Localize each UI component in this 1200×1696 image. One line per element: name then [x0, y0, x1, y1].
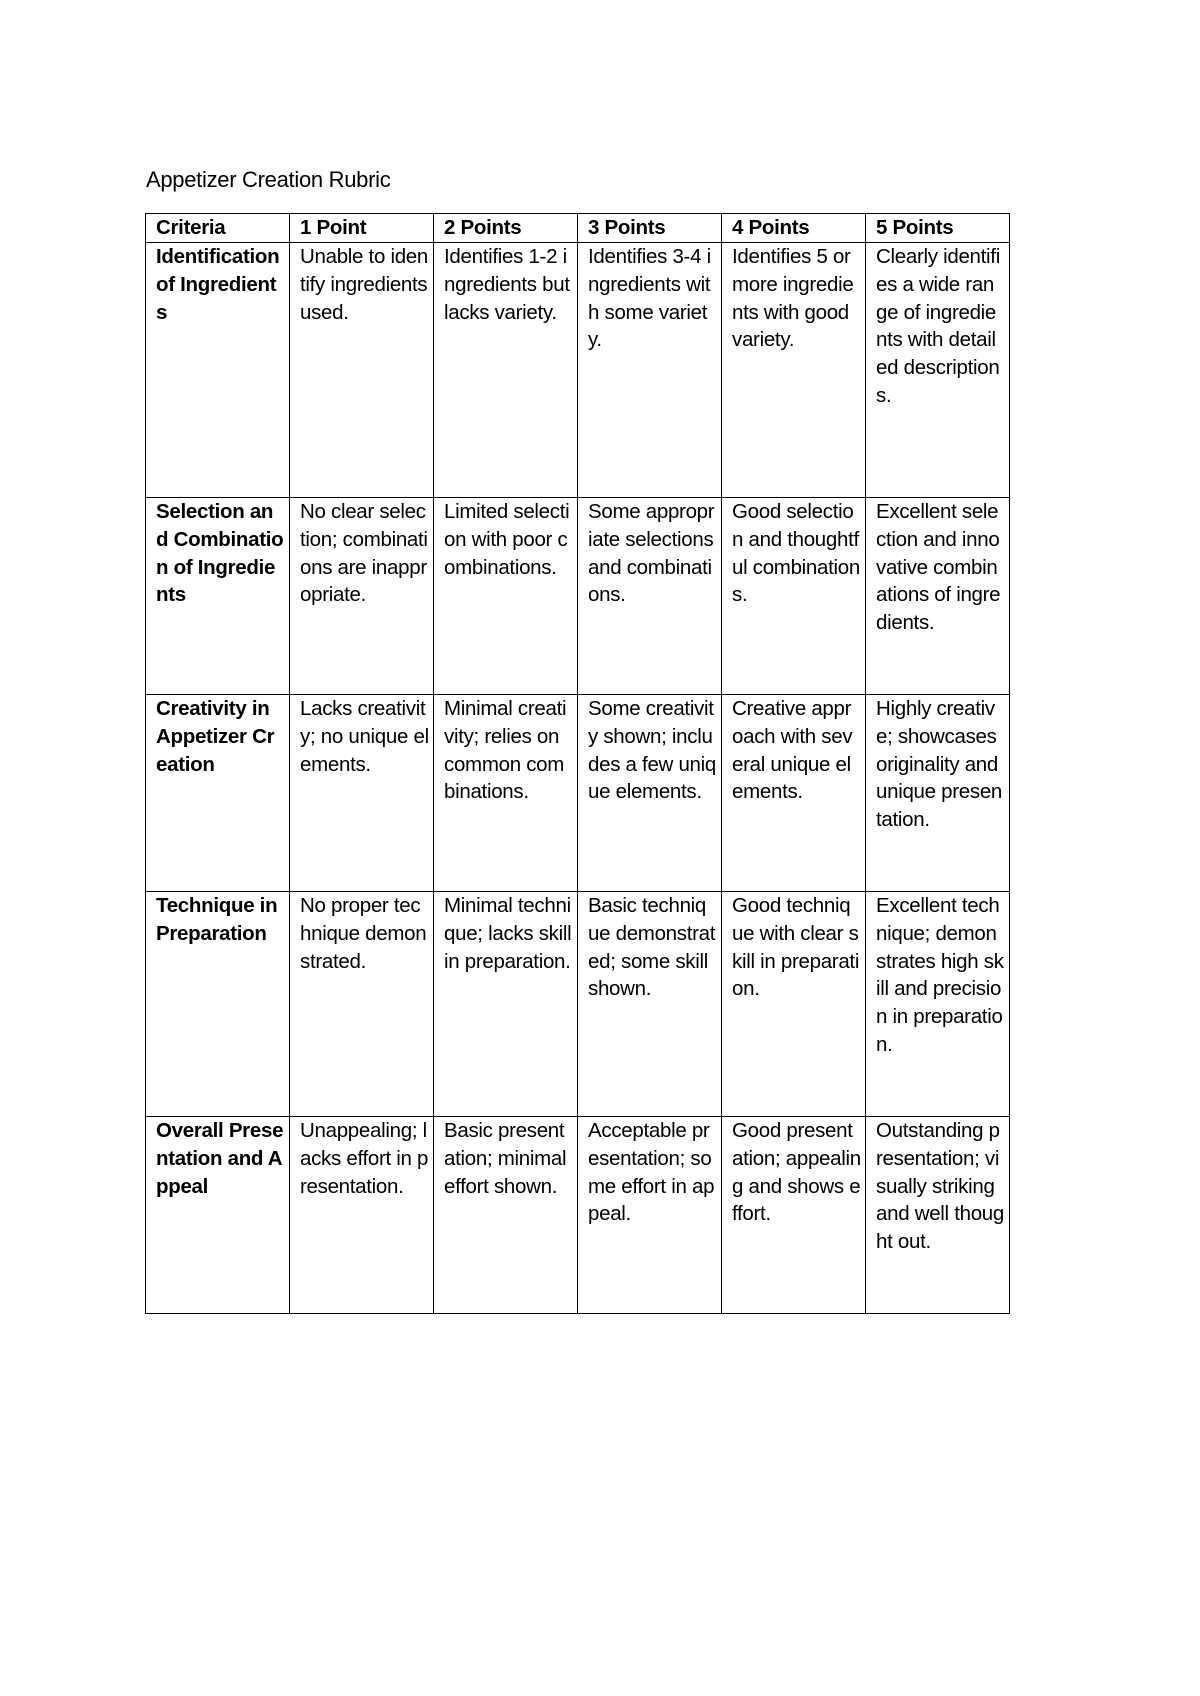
- header-criteria: Criteria: [146, 214, 290, 243]
- score-cell: Clearly identifies a wide range of ingredients with detailed descriptions.: [866, 243, 1010, 498]
- score-cell: Lacks creativity; no unique elements.: [290, 695, 434, 892]
- score-cell: Excellent technique; demonstrates high skill and precision in preparation.: [866, 892, 1010, 1117]
- header-4-points: 4 Points: [722, 214, 866, 243]
- score-cell: Good selection and thoughtful combinations.: [722, 498, 866, 695]
- score-cell: Minimal technique; lacks skill in preparation.: [434, 892, 578, 1117]
- score-cell: Some appropriate selections and combinations.: [578, 498, 722, 695]
- score-cell: Highly creative; showcases originality and unique presentation.: [866, 695, 1010, 892]
- score-cell: Identifies 5 or more ingredients with good variety.: [722, 243, 866, 498]
- criteria-cell: Overall Presentation and Appeal: [146, 1117, 290, 1314]
- table-row: [146, 1117, 1010, 1314]
- score-cell: Basic presentation; minimal effort shown.: [434, 1117, 578, 1314]
- table-row: [146, 243, 1010, 498]
- score-cell: Limited selection with poor combinations.: [434, 498, 578, 695]
- score-cell: Good technique with clear skill in preparation.: [722, 892, 866, 1117]
- table-row: [146, 498, 1010, 695]
- score-cell: Excellent selection and innovative combinations of ingredients.: [866, 498, 1010, 695]
- score-cell: Unable to identify ingredients used.: [290, 243, 434, 498]
- score-cell: Creative approach with several unique elements.: [722, 695, 866, 892]
- criteria-cell: Technique in Preparation: [146, 892, 290, 1117]
- header-1-point: 1 Point: [290, 214, 434, 243]
- score-cell: Good presentation; appealing and shows effort.: [722, 1117, 866, 1314]
- score-cell: Acceptable presentation; some effort in appeal.: [578, 1117, 722, 1314]
- score-cell: Basic technique demonstrated; some skill shown.: [578, 892, 722, 1117]
- table-row: [146, 892, 1010, 1117]
- score-cell: Some creativity shown; includes a few unique elements.: [578, 695, 722, 892]
- score-cell: No clear selection; combinations are inappropriate.: [290, 498, 434, 695]
- header-3-points: 3 Points: [578, 214, 722, 243]
- criteria-cell: Creativity in Appetizer Creation: [146, 695, 290, 892]
- header-2-points: 2 Points: [434, 214, 578, 243]
- score-cell: Identifies 3-4 ingredients with some variety.: [578, 243, 722, 498]
- score-cell: Minimal creativity; relies on common combinations.: [434, 695, 578, 892]
- rubric-table: [145, 213, 1010, 1314]
- score-cell: Unappealing; lacks effort in presentation.: [290, 1117, 434, 1314]
- header-row: [146, 214, 1010, 243]
- score-cell: Outstanding presentation; visually striking and well thought out.: [866, 1117, 1010, 1314]
- page-title: Appetizer Creation Rubric: [146, 167, 391, 192]
- table-row: [146, 695, 1010, 892]
- criteria-cell: Selection and Combination of Ingredients: [146, 498, 290, 695]
- header-5-points: 5 Points: [866, 214, 1010, 243]
- score-cell: No proper technique demonstrated.: [290, 892, 434, 1117]
- score-cell: Identifies 1-2 ingredients but lacks variety.: [434, 243, 578, 498]
- criteria-cell: Identification of Ingredients: [146, 243, 290, 498]
